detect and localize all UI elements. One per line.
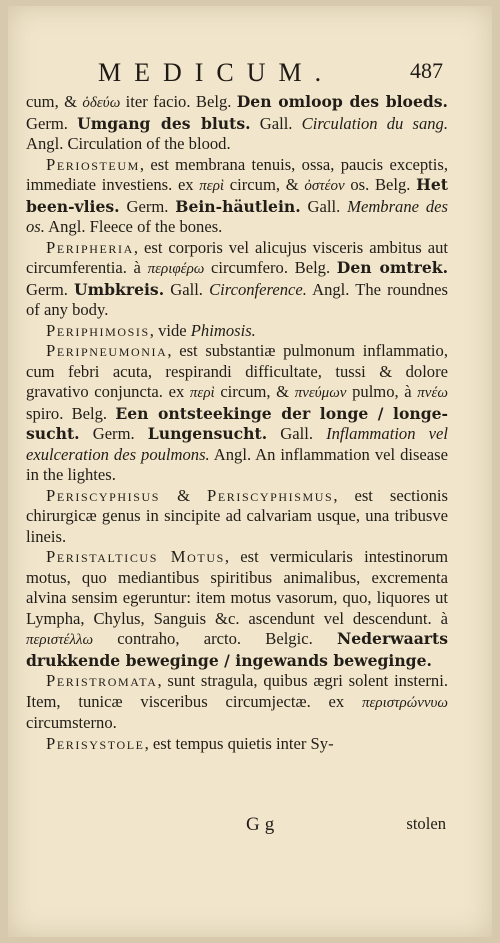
lemma: Periphimosis	[46, 320, 150, 340]
entry-perisystole	[26, 734, 448, 755]
entry-peristomium-end	[26, 92, 448, 155]
gothic-term: Den omtrek.	[336, 258, 448, 277]
entry-periscyphisus	[26, 486, 448, 548]
lemma: Periscyphismus	[207, 485, 334, 505]
french-term: Phimosis.	[190, 320, 256, 340]
entry-text: Gall.	[250, 113, 302, 133]
greek-term: ὀστέον	[304, 178, 345, 194]
entry-text: Angl. Circulation of the blood.	[26, 134, 231, 153]
entry-text: &	[160, 485, 207, 505]
page-header	[8, 58, 492, 92]
entry-text: Gall.	[267, 424, 327, 443]
greek-term: πνέω	[417, 385, 448, 401]
french-term: Circulation du sang.	[301, 113, 448, 133]
entry-text: pulmo, à	[346, 382, 418, 401]
page-footer	[8, 814, 492, 838]
entry-periosteum	[26, 155, 448, 238]
lemma: Peristromata	[46, 671, 158, 690]
entry-text: circumfero. Belg.	[204, 258, 337, 277]
signature-mark: Gg	[246, 814, 280, 835]
entry-text: Germ.	[26, 113, 78, 133]
entry-text: Angl. Fleece of the bones.	[44, 217, 223, 236]
greek-term: περὶ	[199, 178, 225, 194]
entry-text: Gall.	[300, 196, 348, 216]
french-term: Circonference.	[209, 279, 307, 299]
entry-text: circum, &	[214, 382, 295, 401]
lemma: Peristalticus Motus	[46, 547, 225, 566]
greek-term: πνεύμων	[294, 385, 347, 401]
entry-text: , sunt stragula, quibus ægri solent insterni. Item, tunicæ visceribus circumjectæ. ex	[26, 671, 448, 711]
greek-term: ὁδεύω	[82, 95, 121, 111]
dictionary-column	[26, 92, 448, 754]
french-term: Membrane des os.	[26, 196, 449, 236]
entry-peristalticus	[26, 547, 448, 671]
catchword: stolen	[406, 814, 446, 833]
greek-term: περιστέλλω	[26, 632, 94, 648]
gothic-term: Umbkreis.	[74, 279, 165, 299]
gothic-term: Nederwaarts drukkende beweginge / ingewands beweginge.	[26, 629, 448, 670]
running-head: MEDICUM.	[98, 58, 335, 87]
entry-text: Germ.	[119, 196, 176, 216]
entry-text: , est substantiæ pulmonum inflammatio, cum febri acuta, respirandi difficultate, tussi & dolore gravativo conjuncta. ex	[26, 341, 448, 401]
entry-text: , est vermicularis intestinorum motus, quo mediantibus spiritibus animalibus, excrementa alvina sensim egeruntur: item motus vasorum, quo, liquores ut Lympha, Chylus, Sanguis &c. ascendunt vel descendunt. à	[26, 547, 448, 628]
entry-text: Angl. The roundnes of any body.	[26, 279, 448, 319]
lemma: Periosteum	[46, 154, 140, 174]
entry-peripheria	[26, 238, 448, 321]
entry-text: , est sectionis chirurgicæ genus in sincipite ad calvariam usque, una tribusve lineis.	[26, 485, 448, 546]
entry-peristromata	[26, 671, 448, 734]
book-page	[8, 6, 492, 937]
gothic-term: Umgang des bluts.	[77, 113, 251, 133]
greek-term: περιστρώννυω	[361, 694, 448, 711]
entry-text: os. Belg.	[344, 175, 417, 194]
gothic-term: Het been-vlies.	[26, 175, 448, 216]
lemma: Periscyphisus	[46, 485, 161, 505]
entry-text: circumsterno.	[26, 713, 117, 732]
entry-text: cum, &	[26, 92, 83, 111]
entry-text: , est corporis vel alicujus visceris ambitus aut circumferentia. à	[26, 237, 448, 277]
entry-text: Angl. An inflammation vel disease in the lightes.	[26, 444, 448, 484]
gothic-term: Bein-häutlein.	[175, 196, 301, 216]
entry-text: , est membrana tenuis, ossa, paucis exceptis, immediate investiens. ex	[26, 154, 448, 194]
gothic-term: Lungensucht.	[147, 424, 268, 443]
entry-text: , vide	[149, 320, 191, 340]
lemma: Peripneumonia	[46, 341, 168, 360]
entry-text: circum, &	[224, 175, 305, 194]
entry-text: spiro. Belg.	[26, 403, 116, 423]
entry-text: Germ.	[79, 424, 148, 443]
french-term: Inflammation vel exulceration des poulmons.	[26, 424, 448, 464]
lemma: Peripheria	[46, 237, 134, 257]
lemma: Perisystole	[46, 733, 145, 753]
gothic-term: Den omloop des bloeds.	[236, 92, 448, 111]
entry-text: contraho, arcto. Belgic.	[93, 629, 337, 648]
entry-periphimosis	[26, 321, 448, 342]
entry-text: , est tempus quietis inter Sy-	[144, 733, 334, 753]
entry-peripneumonia	[26, 341, 448, 486]
gothic-term: Een ontsteekinge der longe / longe-sucht.	[26, 403, 448, 443]
entry-text: iter facio. Belg.	[120, 92, 237, 111]
entry-text: Gall.	[164, 279, 210, 299]
greek-term: περὶ	[189, 385, 215, 401]
entry-text: Germ.	[26, 279, 75, 299]
page-number: 487	[410, 58, 443, 83]
greek-term: περιφέρω	[147, 261, 205, 277]
